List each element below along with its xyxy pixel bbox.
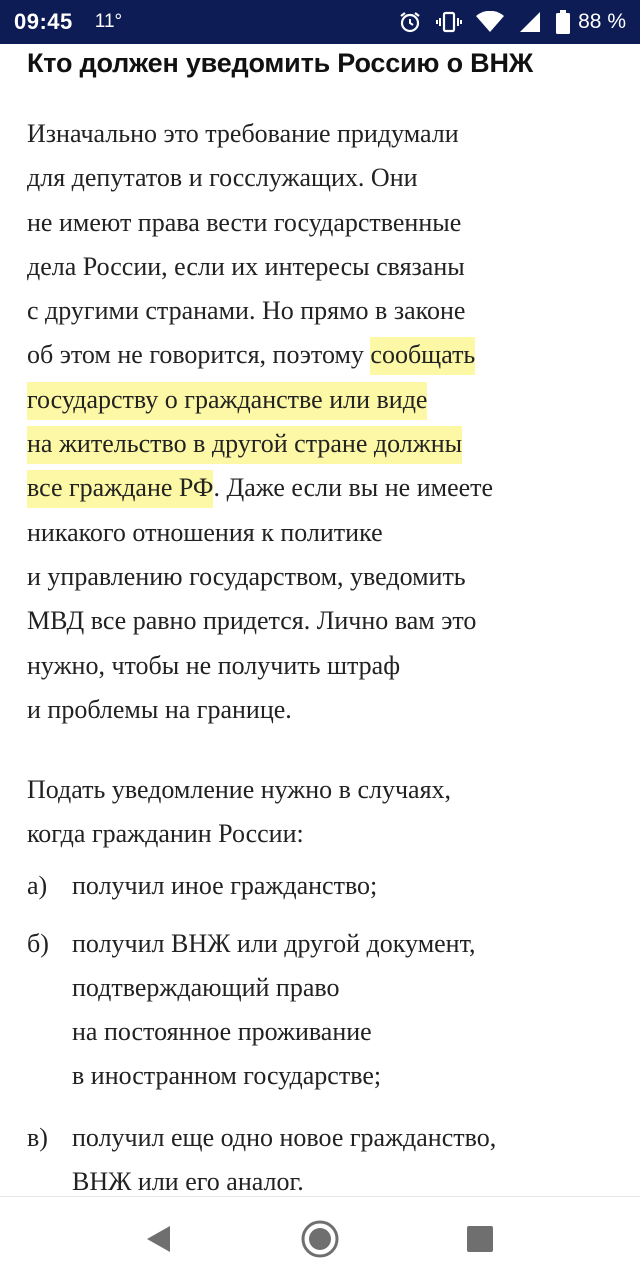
text-line: МВД все равно придется. Лично вам это [27,606,477,636]
article-heading: Кто должен уведомить Россию о ВНЖ [27,48,533,78]
text-line: Подать уведомление нужно в случаях, [27,775,452,804]
text-line: получил еще одно новое гражданство, [72,1123,497,1152]
status-time: 09:45 [14,9,73,34]
list-marker: а) [27,871,48,900]
home-icon [300,1219,340,1259]
text-line: с другими странами. Но прямо в законе [27,296,466,326]
text-line [27,378,617,422]
text-line: получил иное гражданство; [72,871,378,900]
signal-icon [518,10,542,34]
article-paragraph-1 [27,112,617,732]
alarm-icon [398,10,422,34]
text-line: нужно, чтобы не получить штраф [27,650,401,680]
highlighted-text: на жительство в другой стране должны [27,426,462,464]
wifi-icon [476,11,504,33]
text-line: не имеют права вести государственные [27,207,462,237]
text-line: получил ВНЖ или другой документ, [72,929,476,958]
list-item-text [72,864,377,908]
text-line: дела России, если их интересы связаны [27,251,465,281]
list-item-text [72,1116,496,1196]
list-item-text [72,922,476,1098]
recents-icon [465,1224,495,1254]
status-bar [0,0,640,44]
list-marker: в) [27,1123,48,1152]
recents-button[interactable] [460,1219,500,1259]
text-line: для депутатов и госслужащих. Они [27,163,418,193]
battery-icon [556,10,570,34]
text-line: когда гражданин России: [27,819,304,849]
text-fragment: . Даже если вы не имеете [213,473,494,503]
highlighted-text: государству о гражданстве или виде [27,382,427,420]
text-line: Изначально это требование придумали [27,119,459,148]
back-icon [144,1224,172,1254]
home-button[interactable] [300,1219,340,1259]
back-button[interactable] [138,1219,178,1259]
text-line: подтверждающий право [72,973,340,1002]
text-line: ВНЖ или его аналог. [72,1167,304,1196]
battery-percent: 88 % [578,10,626,33]
text-line [27,333,617,377]
text-line: на постоянное проживание [72,1017,372,1046]
article-paragraph-2 [27,768,617,857]
status-temperature: 11° [94,11,123,32]
text-fragment: об этом не говорится, поэтому [27,340,371,370]
text-line [27,466,617,510]
text-line [27,422,617,466]
text-line: никакого отношения к политике [27,517,383,547]
text-line: и управлению государством, уведомить [27,561,466,591]
text-line: в иностранном государстве; [72,1061,382,1090]
vibrate-icon [436,10,462,34]
highlighted-text: все граждане РФ [27,470,213,508]
article-content [0,44,640,1196]
status-icons [398,10,626,34]
navigation-bar [0,1196,640,1281]
text-line: и проблемы на границе. [27,694,292,724]
list-marker: б) [27,929,49,958]
highlighted-text: сообщать [370,337,475,375]
